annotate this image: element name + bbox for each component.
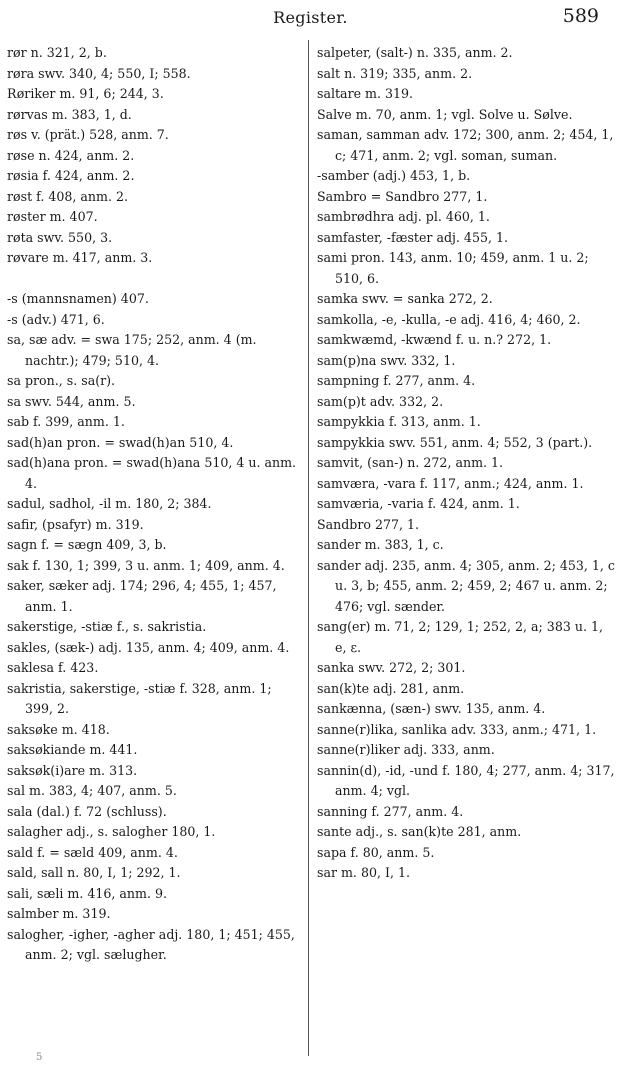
index-entry: saklesa f. 423.	[7, 660, 99, 675]
index-entry: sakristia, sakerstige, -stiæ f. 328, anm. 1; 399, 2.	[7, 680, 272, 716]
index-entry: sad(h)an pron. = swad(h)an 510, 4.	[7, 434, 234, 450]
index-entry: sam(p)na swv. 332, 1.	[317, 352, 456, 368]
index-entry: sander adj. 235, anm. 4; 305, anm. 2; 453, 1, c u. 3, b; 455, anm. 2; 459, 2; 467 u. anm. 2; 476; vgl. sænder.	[317, 557, 615, 614]
index-entry: sali, sæli m. 416, anm. 9.	[7, 885, 167, 901]
index-entry: sami pron. 143, anm. 10; 459, anm. 1 u. 2; 510, 6.	[317, 250, 589, 286]
index-entry: sal m. 383, 4; 407, anm. 5.	[7, 783, 177, 798]
left-column	[7, 43, 303, 966]
index-entry: sadul, sadhol, -il m. 180, 2; 384.	[7, 496, 212, 511]
index-entry: samværa, -vara f. 117, anm.; 424, anm. 1.	[317, 475, 584, 491]
index-entry: Sandbro 277, 1.	[317, 516, 420, 532]
index-entry: sampykkia f. 313, anm. 1.	[317, 414, 481, 429]
page-number: 589	[562, 5, 599, 27]
index-entry: sankænna, (sæn-) swv. 135, anm. 4.	[317, 701, 546, 716]
index-entry: sampykkia swv. 551, anm. 4; 552, 3 (part.).	[317, 434, 593, 450]
index-entry: sanne(r)liker adj. 333, anm.	[317, 742, 495, 757]
index-entry: Sambro = Sandbro 277, 1.	[317, 188, 488, 204]
index-entry: sang(er) m. 71, 2; 129, 1; 252, 2, a; 383 u. 1, e, ε.	[317, 619, 603, 655]
index-entry: saksøk(i)are m. 313.	[7, 762, 138, 778]
index-entry: saksøke m. 418.	[7, 721, 110, 737]
index-entry: røra swv. 340, 4; 550, I; 558.	[7, 65, 191, 81]
index-entry: samkolla, -e, -kulla, -e adj. 416, 4; 460, 2.	[317, 311, 581, 327]
index-entry: røse n. 424, anm. 2.	[7, 147, 135, 163]
page-title: Register.	[273, 8, 348, 27]
index-entry: sagn f. = sægn 409, 3, b.	[7, 537, 167, 552]
index-entry: rør n. 321, 2, b.	[7, 45, 107, 60]
index-entry: sa swv. 544, anm. 5.	[7, 393, 136, 409]
index-entry: røvare m. 417, anm. 3.	[7, 250, 153, 265]
index-entry: Røriker m. 91, 6; 244, 3.	[7, 86, 164, 101]
index-entry: salmber m. 319.	[7, 906, 111, 921]
index-entry: sar m. 80, I, 1.	[317, 865, 410, 880]
index-entry: saltare m. 319.	[317, 86, 414, 101]
index-entry: salpeter, (salt-) n. 335, anm. 2.	[317, 45, 513, 60]
index-entry: sa pron., s. sa(r).	[7, 373, 116, 388]
index-entry: sak f. 130, 1; 399, 3 u. anm. 1; 409, anm. 4.	[7, 557, 285, 573]
index-entry: røta swv. 550, 3.	[7, 229, 113, 245]
index-entry: røst f. 408, anm. 2.	[7, 188, 128, 204]
index-entry: -s (adv.) 471, 6.	[7, 311, 105, 327]
index-entry: saksøkiande m. 441.	[7, 742, 138, 757]
index-entry: sala (dal.) f. 72 (schluss).	[7, 803, 167, 819]
index-entry: sam(p)t adv. 332, 2.	[317, 393, 444, 409]
index-entry: Salve m. 70, anm. 1; vgl. Solve u. Sølve.	[317, 106, 573, 122]
index-entry: saman, samman adv. 172; 300, anm. 2; 454, 1, c; 471, anm. 2; vgl. soman, suman.	[317, 127, 614, 163]
index-entry: safir, (psafyr) m. 319.	[7, 516, 144, 532]
index-entry: sander m. 383, 1, c.	[317, 537, 444, 552]
index-entry: sanning f. 277, anm. 4.	[317, 803, 464, 819]
index-entry: salagher adj., s. salogher 180, 1.	[7, 824, 216, 839]
index-entry: sakerstige, -stiæ f., s. sakristia.	[7, 619, 207, 634]
right-column	[317, 43, 615, 884]
index-entry: samka swv. = sanka 272, 2.	[317, 291, 493, 306]
index-entry: samkwæmd, -kwænd f. u. n.? 272, 1.	[317, 332, 552, 347]
index-entry: samvit, (san-) n. 272, anm. 1.	[317, 455, 504, 470]
index-entry: saker, sæker adj. 174; 296, 4; 455, 1; 457, anm. 1.	[7, 578, 277, 614]
index-entry: -samber (adj.) 453, 1, b.	[317, 168, 471, 183]
index-entry: sante adj., s. san(k)te 281, anm.	[317, 824, 522, 839]
index-entry: -s (mannsnamen) 407.	[7, 291, 149, 306]
page-header	[0, 4, 621, 32]
index-entry: sanne(r)lika, sanlika adv. 333, anm.; 471, 1.	[317, 721, 597, 737]
index-entry: sab f. 399, anm. 1.	[7, 414, 125, 429]
index-entry: sannin(d), -id, -und f. 180, 4; 277, anm. 4; 317, anm. 4; vgl.	[317, 762, 615, 798]
index-entry: sad(h)ana pron. = swad(h)ana 510, 4 u. anm. 4.	[7, 455, 297, 491]
index-entry: rørvas m. 383, 1, d.	[7, 106, 132, 122]
index-entry: sapa f. 80, anm. 5.	[317, 844, 435, 860]
footnote-mark: 5	[36, 1052, 43, 1063]
column-divider	[308, 40, 309, 1056]
index-entry: samfaster, -fæster adj. 455, 1.	[317, 229, 508, 245]
index-entry: salogher, -igher, -agher adj. 180, 1; 451; 455, anm. 2; vgl. sælugher.	[7, 926, 295, 962]
index-entry: san(k)te adj. 281, anm.	[317, 680, 465, 696]
index-entry: sakles, (sæk-) adj. 135, anm. 4; 409, anm. 4.	[7, 639, 290, 655]
index-entry: sambrødhra adj. pl. 460, 1.	[317, 209, 490, 224]
index-entry: sanka swv. 272, 2; 301.	[317, 660, 466, 675]
index-entry: røster m. 407.	[7, 209, 98, 224]
index-entry: røs v. (prät.) 528, anm. 7.	[7, 127, 169, 142]
index-entry: salt n. 319; 335, anm. 2.	[317, 65, 473, 81]
index-entry: sald, sall n. 80, I, 1; 292, 1.	[7, 865, 181, 880]
index-entry: røsia f. 424, anm. 2.	[7, 168, 135, 183]
index-entry: sampning f. 277, anm. 4.	[317, 373, 476, 388]
index-entry: sa, sæ adv. = swa 175; 252, anm. 4 (m. nachtr.); 479; 510, 4.	[7, 332, 257, 368]
index-entry: samværia, -varia f. 424, anm. 1.	[317, 496, 520, 511]
index-entry: sald f. = sæld 409, anm. 4.	[7, 844, 178, 860]
